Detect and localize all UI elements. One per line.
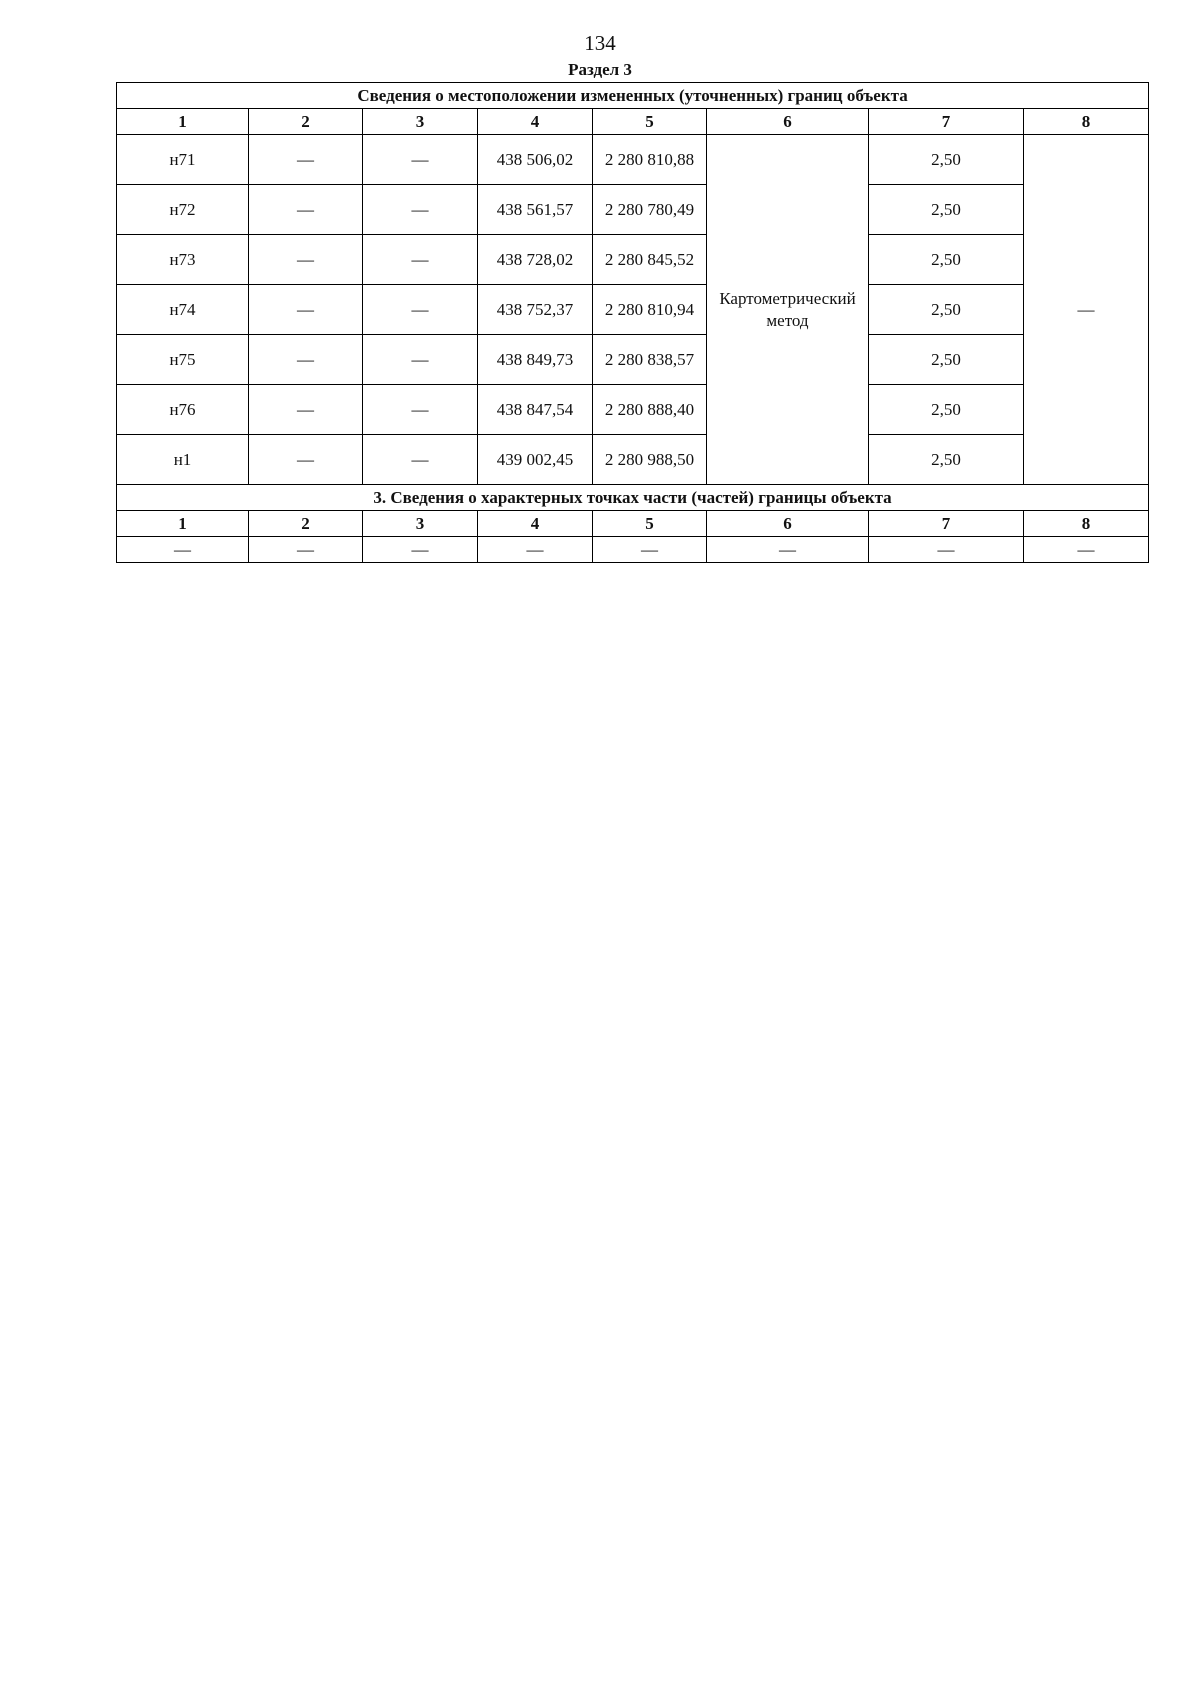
x-coordinate-cell: 438 752,37 (478, 285, 593, 335)
point-name-cell: н74 (117, 285, 249, 335)
col2-cell: — (249, 185, 363, 235)
column-number: 6 (707, 511, 869, 537)
table1-heading: Сведения о местоположении измененных (уточненных) границ объекта (117, 83, 1149, 109)
x-coordinate-cell: 438 506,02 (478, 135, 593, 185)
point-name-cell: н75 (117, 335, 249, 385)
accuracy-cell: 2,50 (869, 185, 1024, 235)
column-number: 6 (707, 109, 869, 135)
col3-cell: — (363, 435, 478, 485)
x-coordinate-cell: 438 561,57 (478, 185, 593, 235)
empty-cell: — (363, 537, 478, 563)
method-cell: Картометрический метод (707, 135, 869, 485)
column-number: 5 (593, 109, 707, 135)
boundary-table (116, 82, 1149, 563)
accuracy-cell: 2,50 (869, 335, 1024, 385)
table1-column-numbers-row (117, 109, 1149, 135)
col2-cell: — (249, 435, 363, 485)
page-number: 134 (584, 31, 616, 55)
table-row (117, 285, 1149, 335)
section-title: Раздел 3 (568, 60, 632, 79)
y-coordinate-cell: 2 280 838,57 (593, 335, 707, 385)
point-name-cell: н71 (117, 135, 249, 185)
column-number: 5 (593, 511, 707, 537)
x-coordinate-cell: 438 728,02 (478, 235, 593, 285)
col2-cell: — (249, 135, 363, 185)
col3-cell: — (363, 135, 478, 185)
column-number: 8 (1024, 511, 1149, 537)
x-coordinate-cell: 438 849,73 (478, 335, 593, 385)
table-row (117, 385, 1149, 435)
accuracy-cell: 2,50 (869, 135, 1024, 185)
column-number: 3 (363, 511, 478, 537)
point-name-cell: н1 (117, 435, 249, 485)
y-coordinate-cell: 2 280 810,94 (593, 285, 707, 335)
table1-heading-row (117, 83, 1149, 109)
col8-cell: — (1024, 135, 1149, 485)
col3-cell: — (363, 185, 478, 235)
y-coordinate-cell: 2 280 845,52 (593, 235, 707, 285)
table-row (117, 235, 1149, 285)
col2-cell: — (249, 335, 363, 385)
col3-cell: — (363, 235, 478, 285)
column-number: 4 (478, 109, 593, 135)
empty-cell: — (593, 537, 707, 563)
accuracy-cell: 2,50 (869, 285, 1024, 335)
column-number: 2 (249, 511, 363, 537)
empty-cell: — (1024, 537, 1149, 563)
accuracy-cell: 2,50 (869, 385, 1024, 435)
column-number: 4 (478, 511, 593, 537)
table2-column-numbers-row (117, 511, 1149, 537)
empty-cell: — (117, 537, 249, 563)
table2-heading: 3. Сведения о характерных точках части (частей) границы объекта (117, 485, 1149, 511)
y-coordinate-cell: 2 280 810,88 (593, 135, 707, 185)
empty-cell: — (707, 537, 869, 563)
point-name-cell: н76 (117, 385, 249, 435)
column-number: 2 (249, 109, 363, 135)
y-coordinate-cell: 2 280 780,49 (593, 185, 707, 235)
empty-cell: — (478, 537, 593, 563)
table2-heading-row (117, 485, 1149, 511)
table-row (117, 185, 1149, 235)
accuracy-cell: 2,50 (869, 235, 1024, 285)
col3-cell: — (363, 285, 478, 335)
col2-cell: — (249, 285, 363, 335)
y-coordinate-cell: 2 280 888,40 (593, 385, 707, 435)
x-coordinate-cell: 439 002,45 (478, 435, 593, 485)
y-coordinate-cell: 2 280 988,50 (593, 435, 707, 485)
col3-cell: — (363, 335, 478, 385)
table-row (117, 537, 1149, 563)
empty-cell: — (249, 537, 363, 563)
table-row (117, 335, 1149, 385)
col2-cell: — (249, 235, 363, 285)
col2-cell: — (249, 385, 363, 435)
point-name-cell: н72 (117, 185, 249, 235)
empty-cell: — (869, 537, 1024, 563)
column-number: 8 (1024, 109, 1149, 135)
column-number: 1 (117, 511, 249, 537)
table-row (117, 435, 1149, 485)
column-number: 7 (869, 109, 1024, 135)
point-name-cell: н73 (117, 235, 249, 285)
table-row (117, 135, 1149, 185)
x-coordinate-cell: 438 847,54 (478, 385, 593, 435)
column-number: 7 (869, 511, 1024, 537)
col3-cell: — (363, 385, 478, 435)
accuracy-cell: 2,50 (869, 435, 1024, 485)
column-number: 1 (117, 109, 249, 135)
column-number: 3 (363, 109, 478, 135)
